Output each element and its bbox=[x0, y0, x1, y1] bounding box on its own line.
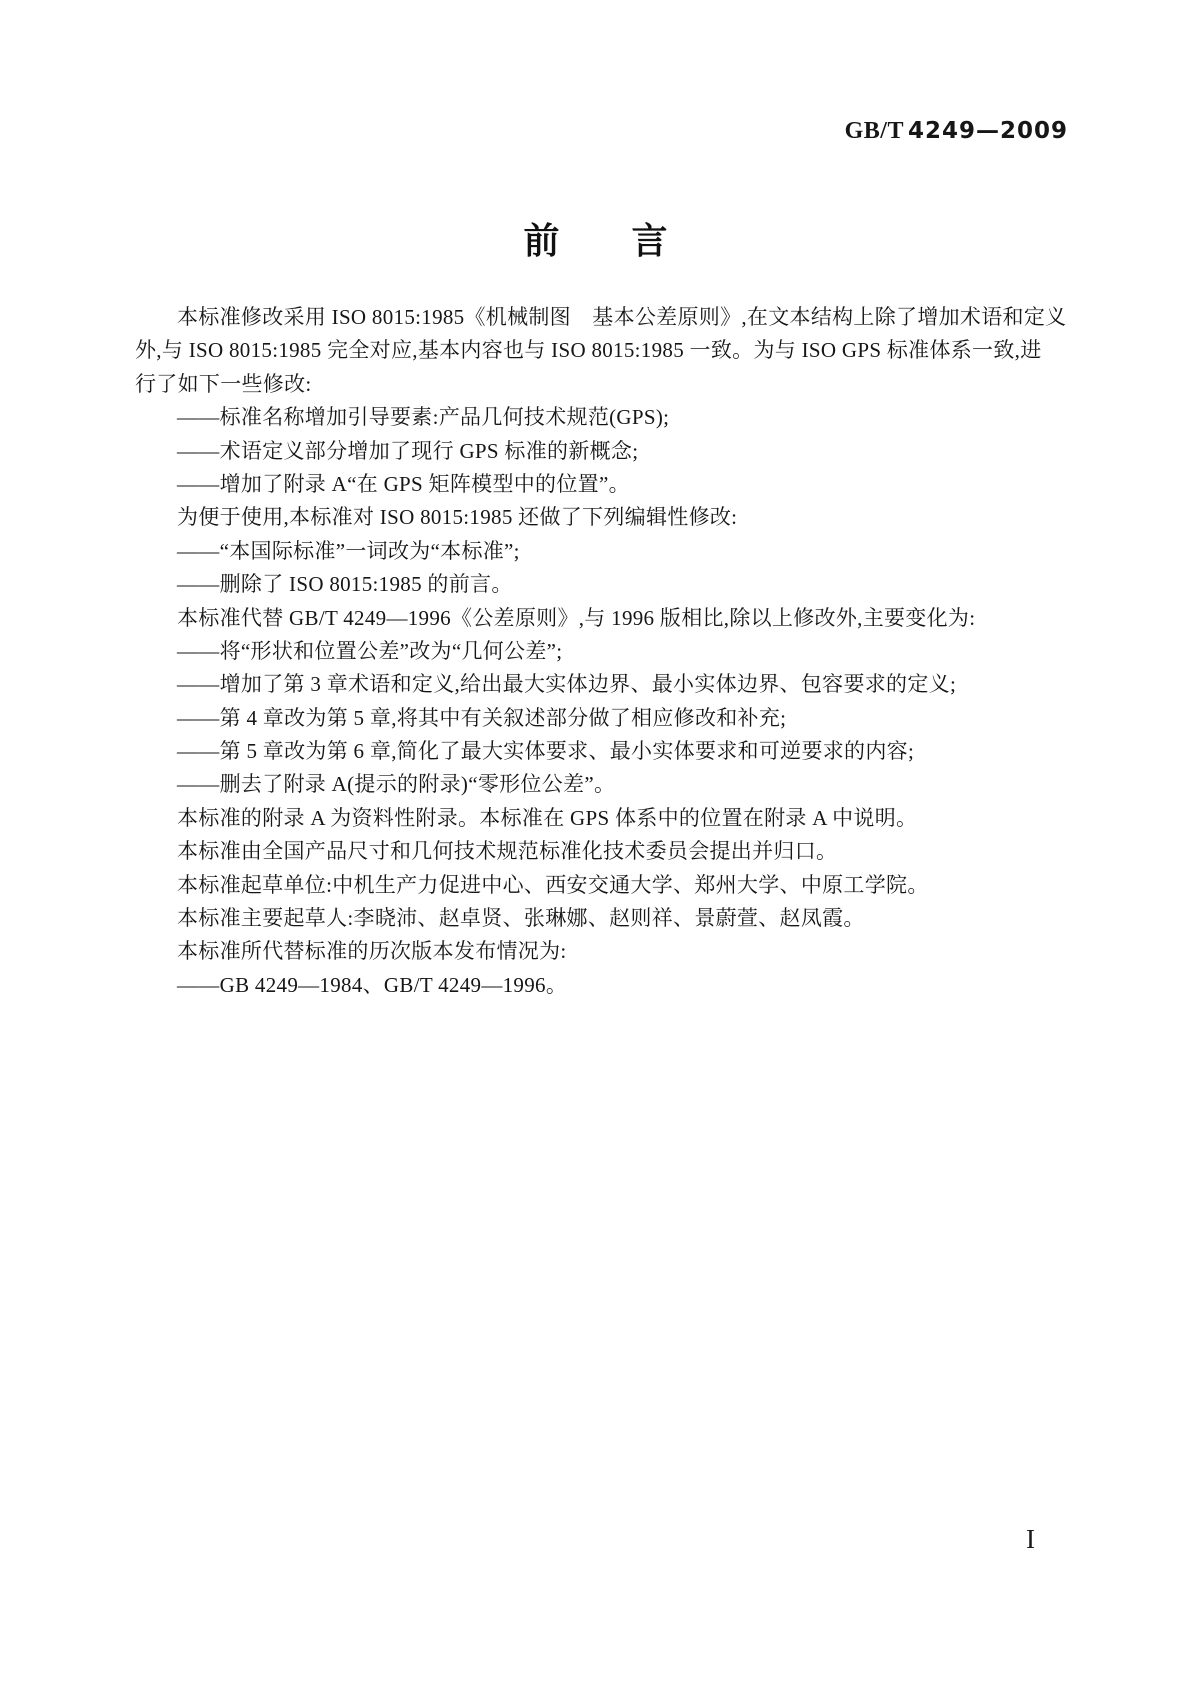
text-line: 为便于使用,本标准对 ISO 8015:1985 还做了下列编辑性修改: bbox=[177, 505, 738, 530]
text-line: ——增加了附录 A“在 GPS 矩阵模型中的位置”。 bbox=[177, 471, 630, 496]
text-line: 本标准修改采用 ISO 8015:1985《机械制图 基本公差原则》,在文本结构上除了增加术语和定义 bbox=[177, 305, 1067, 329]
text-line: ——增加了第 3 章术语和定义,给出最大实体边界、最小实体边界、包容要求的定义; bbox=[177, 672, 957, 697]
page-number: I bbox=[1026, 1524, 1035, 1554]
standard-code bbox=[135, 118, 1068, 145]
text-line: ——标准名称增加引导要素:产品几何技术规范(GPS); bbox=[177, 405, 670, 430]
text-line: 本标准所代替标准的历次版本发布情况为: bbox=[177, 939, 567, 964]
text-line: 本标准代替 GB/T 4249—1996《公差原则》,与 1996 版相比,除以上修改外,主要变化为: bbox=[177, 605, 976, 630]
text-line: ——“本国际标准”一词改为“本标准”; bbox=[177, 538, 520, 563]
text-line: ——删除了 ISO 8015:1985 的前言。 bbox=[177, 572, 513, 597]
text-line: ——GB 4249—1984、GB/T 4249—1996。 bbox=[177, 972, 568, 997]
text-line: ——术语定义部分增加了现行 GPS 标准的新概念; bbox=[177, 438, 639, 463]
standard-code-number: 4249—2009 bbox=[907, 118, 1068, 144]
text-line: ——将“形状和位置公差”改为“几何公差”; bbox=[177, 638, 563, 663]
text-line: 外,与 ISO 8015:1985 完全对应,基本内容也与 ISO 8015:1985 一致。为与 ISO GPS 标准体系一致,进 bbox=[135, 338, 1042, 363]
text-line: 本标准由全国产品尺寸和几何技术规范标准化技术委员会提出并归口。 bbox=[177, 839, 838, 864]
page-title: 前 言 bbox=[523, 221, 668, 262]
text-line: 行了如下一些修改: bbox=[135, 371, 312, 396]
text-line: ——第 5 章改为第 6 章,简化了最大实体要求、最小实体要求和可逆要求的内容; bbox=[177, 739, 915, 764]
text-line: 本标准主要起草人:李晓沛、赵卓贤、张琳娜、赵则祥、景蔚萱、赵凤霞。 bbox=[177, 906, 865, 931]
body-text bbox=[135, 301, 1068, 1002]
text-line: ——第 4 章改为第 5 章,将其中有关叙述部分做了相应修改和补充; bbox=[177, 705, 787, 730]
text-line: 本标准的附录 A 为资料性附录。本标准在 GPS 体系中的位置在附录 A 中说明。 bbox=[177, 805, 918, 830]
standard-code-prefix: GB/T bbox=[844, 118, 904, 144]
text-line: ——删去了附录 A(提示的附录)“零形位公差”。 bbox=[177, 772, 616, 797]
text-line: 本标准起草单位:中机生产力促进中心、西安交通大学、郑州大学、中原工学院。 bbox=[177, 872, 929, 897]
